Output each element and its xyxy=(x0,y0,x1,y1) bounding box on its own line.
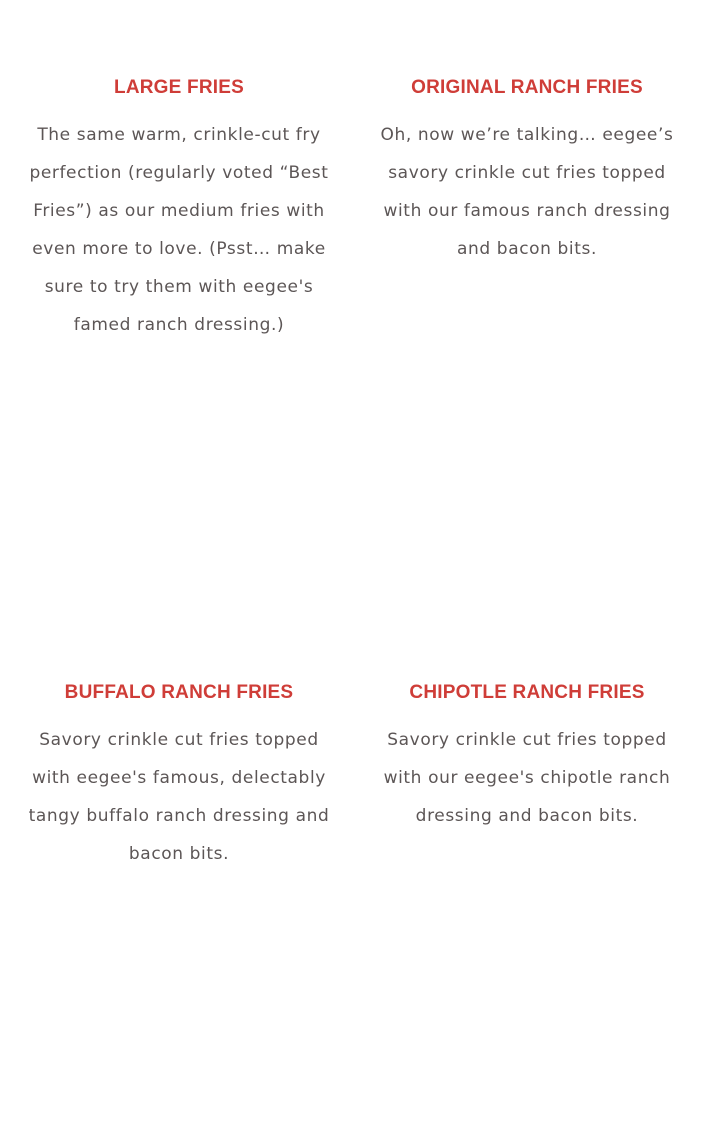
menu-item-buffalo-ranch-fries xyxy=(18,679,340,873)
menu-item-title: BUFFALO RANCH FRIES xyxy=(64,682,294,703)
menu-item-description: The same warm, crinkle-cut fry perfection (regularly voted “Best Fries”) as our medium fries with even more to love. (Psst… make sure to try them with eegee's famed ranch dressing.) xyxy=(29,125,329,335)
menu-item-title: ORIGINAL RANCH FRIES xyxy=(411,77,643,98)
menu-item-description: Oh, now we’re talking… eegee’s savory crinkle cut fries topped with our famous ranch dressing and bacon bits. xyxy=(380,125,674,259)
menu-item-description: Savory crinkle cut fries topped with eegee's famous, delectably tangy buffalo ranch dressing and bacon bits. xyxy=(28,730,330,864)
menu-item-chipotle-ranch-fries xyxy=(366,679,688,835)
menu-item-description: Savory crinkle cut fries topped with our eegee's chipotle ranch dressing and bacon bits. xyxy=(383,730,671,826)
menu-item-large-fries xyxy=(18,74,340,344)
menu-item-title: CHIPOTLE RANCH FRIES xyxy=(409,682,645,703)
menu-item-original-ranch-fries xyxy=(366,74,688,268)
menu-item-title: LARGE FRIES xyxy=(114,77,244,98)
